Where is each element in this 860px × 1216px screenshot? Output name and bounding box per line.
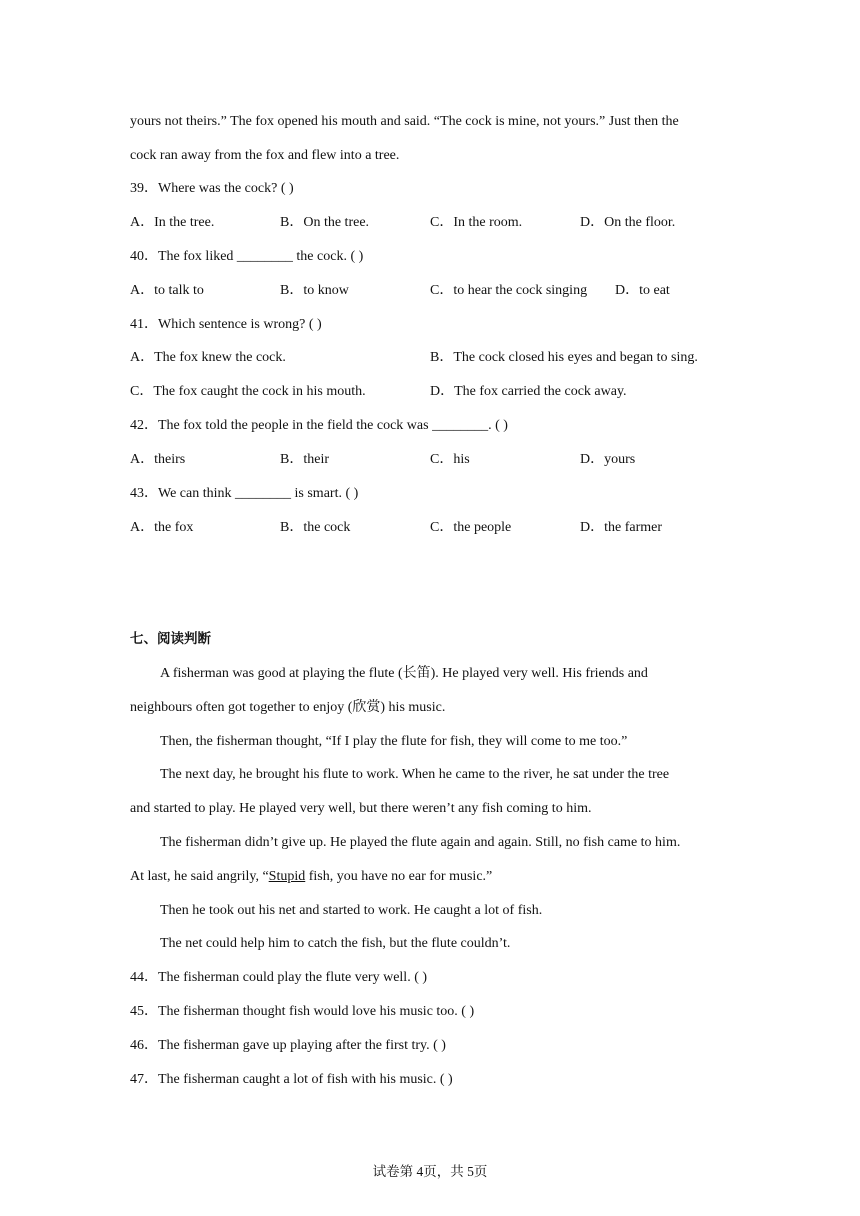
question-44: 44．The fisherman could play the flute very well. ( ): [130, 970, 428, 985]
q39-option-b: B．On the tree.: [280, 215, 370, 230]
question-42-stem: 42．The fox told the people in the field the cock was ________. ( ): [130, 418, 508, 433]
q40-option-c: C．to hear the cock singing: [430, 283, 588, 298]
q42-option-d: D．yours: [580, 452, 636, 467]
question-46: 46．The fisherman gave up playing after the first try. ( ): [130, 1038, 446, 1053]
question-43-stem: 43．We can think ________ is smart. ( ): [130, 486, 359, 501]
paragraph-line: Then he took out his net and started to work. He caught a lot of fish.: [160, 903, 543, 918]
paragraph-line: The net could help him to catch the fish, but the flute couldn’t.: [160, 936, 511, 951]
q43-option-a: A．the fox: [130, 520, 194, 535]
paragraph-line: The fisherman didn’t give up. He played the flute again and again. Still, no fish came to him.: [160, 835, 681, 850]
q40-option-d: D．to eat: [615, 283, 670, 298]
question-47: 47．The fisherman caught a lot of fish with his music. ( ): [130, 1072, 453, 1087]
question-41-stem: 41．Which sentence is wrong? ( ): [130, 317, 322, 332]
underlined-word: Stupid: [268, 869, 306, 884]
q41-option-d: D．The fox carried the cock away.: [430, 384, 627, 399]
q42-option-c: C．his: [430, 452, 470, 467]
page-footer: 试卷第 4页，共 5页: [372, 1164, 488, 1179]
paragraph-line: and started to play. He played very well, but there weren’t any fish coming to him.: [130, 801, 592, 816]
passage-line: cock ran away from the fox and flew into a tree.: [130, 148, 400, 163]
paragraph-line: A fisherman was good at playing the flute (长笛). He played very well. His friends and: [160, 666, 648, 681]
question-40-stem: 40．The fox liked ________ the cock. ( ): [130, 249, 364, 264]
section-heading: 七、阅读判断: [130, 631, 211, 647]
q41-option-a: A．The fox knew the cock.: [130, 350, 286, 365]
q39-option-d: D．On the floor.: [580, 215, 676, 230]
q41-option-c: C．The fox caught the cock in his mouth.: [130, 384, 366, 399]
paragraph-line: [130, 867, 492, 887]
q39-option-a: A．In the tree.: [130, 215, 215, 230]
q41-option-b: B．The cock closed his eyes and began to sing.: [430, 350, 698, 365]
q42-option-a: A．theirs: [130, 452, 186, 467]
q43-option-d: D．the farmer: [580, 520, 663, 535]
q43-option-b: B．the cock: [280, 520, 351, 535]
q42-option-b: B．their: [280, 452, 329, 467]
text-span: fish, you have no ear for music.”: [305, 869, 493, 884]
paragraph-line: The next day, he brought his flute to work. When he came to the river, he sat under the tree: [160, 767, 670, 782]
text-span: At last, he said angrily, “: [130, 869, 269, 884]
q39-option-c: C．In the room.: [430, 215, 523, 230]
question-39-stem: 39．Where was the cock? ( ): [130, 181, 294, 196]
paragraph-line: neighbours often got together to enjoy (欣赏) his music.: [130, 700, 446, 715]
passage-line: yours not theirs.” The fox opened his mouth and said. “The cock is mine, not yours.” Just then the: [130, 114, 679, 129]
q40-option-a: A．to talk to: [130, 283, 204, 298]
paragraph-line: Then, the fisherman thought, “If I play the flute for fish, they will come to me too.”: [160, 734, 628, 749]
q43-option-c: C．the people: [430, 520, 512, 535]
question-45: 45．The fisherman thought fish would love his music too. ( ): [130, 1004, 475, 1019]
q40-option-b: B．to know: [280, 283, 349, 298]
